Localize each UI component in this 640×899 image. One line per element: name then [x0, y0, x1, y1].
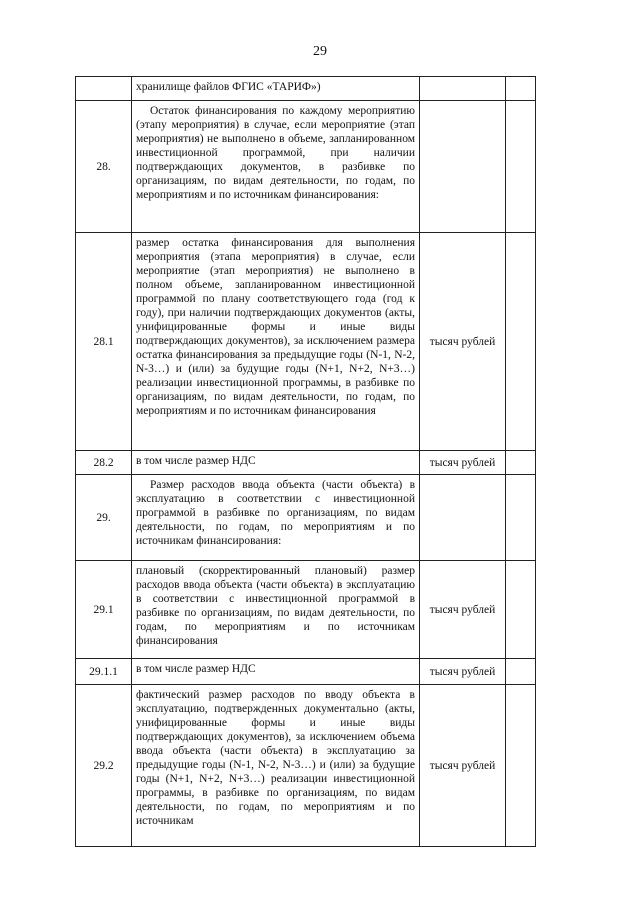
table-row	[76, 475, 536, 561]
row-number: 29.1.1	[76, 659, 132, 685]
row-value	[506, 451, 536, 475]
row-number: 28.1	[76, 233, 132, 451]
row-unit: тысяч рублей	[420, 233, 506, 451]
row-unit: тысяч рублей	[420, 561, 506, 659]
row-unit: тысяч рублей	[420, 685, 506, 847]
row-value	[506, 659, 536, 685]
row-unit: тысяч рублей	[420, 659, 506, 685]
row-unit: тысяч рублей	[420, 451, 506, 475]
row-description: в том числе размер НДС	[132, 659, 420, 685]
row-number: 28.	[76, 101, 132, 233]
row-number	[76, 77, 132, 101]
table-row	[76, 233, 536, 451]
row-unit	[420, 101, 506, 233]
row-value	[506, 561, 536, 659]
row-description: Остаток финансирования по каждому мероприятию (этапу мероприятия) в случае, если мероприятие (этап мероприятия) не выполнено в объеме, запланированном инвестиционной программой, при наличии подтверждающих документов, в разбивке по организациям, по видам деятельности, по годам, по мероприятиям и по источникам финансирования:	[132, 101, 420, 233]
row-value	[506, 233, 536, 451]
row-unit	[420, 77, 506, 101]
table-row	[76, 451, 536, 475]
row-unit	[420, 475, 506, 561]
table-row	[76, 561, 536, 659]
table-row	[76, 77, 536, 101]
row-number: 28.2	[76, 451, 132, 475]
row-number: 29.1	[76, 561, 132, 659]
row-description: Размер расходов ввода объекта (части объекта) в эксплуатацию в соответствии с инвестиционной программой в разбивке по организациям, по видам деятельности, по годам, по мероприятиям и по источникам финансирования:	[132, 475, 420, 561]
row-number: 29.	[76, 475, 132, 561]
table-row	[76, 685, 536, 847]
row-number: 29.2	[76, 685, 132, 847]
row-description: в том числе размер НДС	[132, 451, 420, 475]
table-row	[76, 101, 536, 233]
row-value	[506, 475, 536, 561]
row-description: хранилище файлов ФГИС «ТАРИФ»)	[132, 77, 420, 101]
row-description: плановый (скорректированный плановый) размер расходов ввода объекта (части объекта) в эксплуатацию в соответствии с инвестиционной программой в разбивке по организациям, по видам деятельности, по годам, по мероприятиям и по источникам финансирования	[132, 561, 420, 659]
page-number: 29	[313, 44, 327, 59]
row-value	[506, 685, 536, 847]
row-description: размер остатка финансирования для выполнения мероприятия (этапа мероприятия) в случае, если мероприятие (этап мероприятия) не выполнено в полном объеме, запланированном инвестиционной программой по плану соответствующего года (год к году), при наличии подтверждающих документов (акты, унифицированные формы и иные виды подтверждающих документов), за исключением размера остатка финансирования за предыдущие годы (N-1, N-2, N-3…) и (или) за будущие годы (N+1, N+2, N+3…) реализации инвестиционной программы, в разбивке по организациям, по видам деятельности, по годам, по мероприятиям и по источникам финансирования	[132, 233, 420, 451]
row-value	[506, 77, 536, 101]
indicators-table	[75, 76, 536, 847]
table-row	[76, 659, 536, 685]
row-value	[506, 101, 536, 233]
row-description: фактический размер расходов по вводу объекта в эксплуатацию, подтвержденных документально (акты, унифицированные формы и иные виды подтверждающих документов), за исключением объема ввода объекта (части объекта) в эксплуатацию за предыдущие годы (N-1, N-2, N-3…) и (или) за будущие годы (N+1, N+2, N+3…) реализации инвестиционной программы, в разбивке по организациям, по видам деятельности, по годам, по мероприятиям и по источникам	[132, 685, 420, 847]
